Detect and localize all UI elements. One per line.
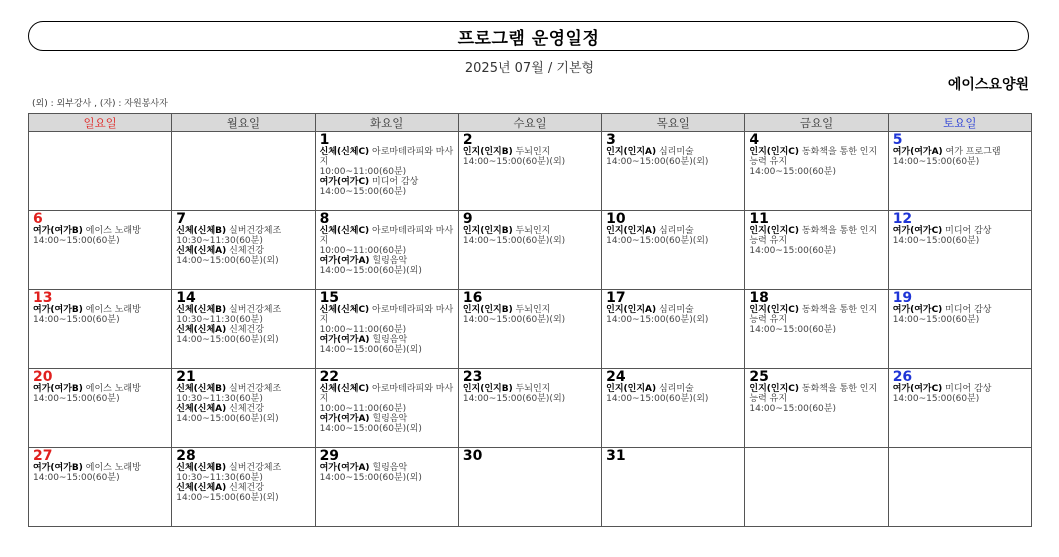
calendar-body (29, 132, 1032, 527)
program-time: 14:00~15:00(60분) (749, 325, 836, 335)
program-time: 14:00~15:00(60분)(외) (176, 256, 279, 266)
calendar-week-row (29, 290, 1032, 369)
day-number: 27 (33, 448, 53, 464)
calendar-day-cell (745, 369, 888, 448)
program-name: 실버건강체조 (229, 463, 282, 473)
program-name: 동화책을 통한 인지능력 유지 (749, 305, 878, 325)
program-name: 심리미술 (658, 147, 694, 157)
day-number: 9 (462, 211, 473, 227)
program-category: 신체(신체B) (176, 384, 227, 394)
program-category: 인지(인지C) (749, 384, 800, 394)
day-number: 12 (892, 211, 913, 227)
program-time: 14:00~15:00(60분) (33, 473, 120, 483)
calendar-day-cell (602, 448, 745, 527)
program-time: 10:30~11:30(60분) (176, 315, 263, 325)
program-name: 두뇌인지 (515, 384, 551, 394)
calendar-day-cell (172, 290, 315, 369)
calendar-day-cell (29, 132, 172, 211)
program-category: 여가(여가A) (319, 414, 370, 424)
program-event (749, 226, 884, 256)
program-category: 신체(신체A) (176, 325, 227, 335)
program-name: 에이스 노래방 (85, 305, 141, 315)
program-event (606, 384, 741, 404)
day-number: 21 (176, 369, 196, 385)
program-name: 미디어 감상 (945, 384, 992, 394)
calendar-day-cell (29, 290, 172, 369)
program-name: 미디어 감상 (945, 226, 992, 236)
program-event (33, 305, 168, 325)
day-number: 30 (462, 448, 483, 464)
program-category: 여가(여가A) (892, 147, 943, 157)
program-event (463, 226, 598, 246)
program-event (749, 147, 884, 177)
program-event (320, 335, 455, 355)
program-category: 여가(여가A) (319, 463, 370, 473)
program-name: 아로마테라피와 마사지 (319, 226, 454, 246)
program-name: 힐링음악 (372, 256, 408, 266)
calendar-day-cell (745, 132, 888, 211)
program-time: 14:00~15:00(60분)(외) (176, 335, 279, 345)
program-event (463, 384, 598, 404)
program-event (320, 463, 455, 483)
calendar-day-cell (458, 132, 601, 211)
program-category: 신체(신체B) (176, 463, 227, 473)
legend-note: (외) : 외부강사 , (자) : 자원봉사자 (32, 99, 168, 109)
program-time: 14:00~15:00(60분)(외) (606, 315, 709, 325)
day-number: 25 (749, 369, 769, 385)
program-time: 14:00~15:00(60분) (319, 187, 407, 197)
program-time: 14:00~15:00(60분)(외) (606, 157, 709, 167)
program-category: 신체(신체B) (176, 305, 227, 315)
weekday-header-sunday: 일요일 (29, 114, 172, 132)
program-category: 여가(여가B) (33, 226, 83, 236)
program-name: 실버건강체조 (229, 226, 282, 236)
weekday-header-friday: 금요일 (745, 114, 888, 132)
calendar-day-cell (888, 132, 1031, 211)
calendar-day-cell (458, 369, 601, 448)
program-name: 신체건강 (229, 246, 264, 256)
calendar-day-cell (602, 211, 745, 290)
program-name: 에이스 노래방 (85, 226, 141, 236)
calendar-day-cell (29, 211, 172, 290)
program-category: 인지(인지A) (606, 384, 657, 394)
program-category: 여가(여가A) (319, 335, 370, 345)
program-name: 아로마테라피와 마사지 (319, 305, 454, 325)
program-time: 10:00~11:00(60분) (319, 167, 407, 177)
day-number: 28 (176, 448, 196, 464)
program-event (176, 246, 311, 266)
day-number: 7 (176, 211, 187, 227)
program-category: 신체(신체C) (319, 384, 370, 394)
program-time: 14:00~15:00(60분) (892, 315, 980, 325)
program-category: 인지(인지A) (606, 226, 657, 236)
day-number: 10 (606, 211, 626, 227)
program-category: 인지(인지B) (462, 384, 513, 394)
program-time: 10:00~11:00(60분) (319, 325, 407, 335)
program-time: 14:00~15:00(60분) (892, 236, 980, 246)
program-name: 심리미술 (658, 226, 694, 236)
program-time: 14:00~15:00(60분) (749, 246, 836, 256)
program-category: 인지(인지B) (462, 305, 513, 315)
calendar-day-cell (29, 448, 172, 527)
program-event (176, 463, 311, 483)
program-time: 14:00~15:00(60분)(외) (176, 414, 279, 424)
program-name: 에이스 노래방 (85, 463, 141, 473)
program-name: 신체건강 (229, 325, 264, 335)
program-event (176, 305, 311, 325)
day-number: 16 (462, 290, 483, 306)
program-time: 14:00~15:00(60분)(외) (462, 315, 566, 325)
program-name: 신체건강 (229, 483, 264, 493)
day-number: 26 (892, 369, 913, 385)
day-number: 8 (319, 211, 330, 227)
program-name: 두뇌인지 (515, 147, 551, 157)
program-name: 힐링음악 (372, 335, 408, 345)
program-event (320, 177, 455, 197)
program-category: 인지(인지A) (606, 147, 657, 157)
program-name: 동화책을 통한 인지능력 유지 (749, 147, 878, 167)
day-number: 3 (606, 132, 616, 148)
program-event (463, 305, 598, 325)
program-event (893, 147, 1028, 167)
program-name: 심리미술 (658, 305, 694, 315)
program-time: 14:00~15:00(60분) (749, 404, 836, 414)
program-time: 14:00~15:00(60분) (892, 394, 980, 404)
program-time: 10:30~11:30(60분) (176, 394, 263, 404)
program-event (606, 226, 741, 246)
program-category: 신체(신체B) (176, 226, 227, 236)
weekday-header-row (29, 114, 1032, 132)
weekday-header-thursday: 목요일 (602, 114, 745, 132)
day-number: 18 (749, 290, 769, 306)
program-time: 14:00~15:00(60분) (33, 236, 120, 246)
program-category: 여가(여가A) (319, 256, 370, 266)
calendar-day-cell (315, 290, 458, 369)
calendar-day-cell (172, 211, 315, 290)
program-category: 인지(인지B) (462, 147, 513, 157)
program-event (893, 226, 1028, 246)
program-name: 미디어 감상 (945, 305, 992, 315)
program-event (606, 147, 741, 167)
program-event (320, 414, 455, 434)
weekday-header-saturday: 토요일 (888, 114, 1031, 132)
program-name: 힐링음악 (372, 414, 408, 424)
calendar-day-cell (888, 290, 1031, 369)
calendar-day-cell (888, 448, 1031, 527)
program-name: 에이스 노래방 (85, 384, 141, 394)
day-number: 11 (749, 211, 769, 227)
program-category: 신체(신체A) (176, 404, 227, 414)
calendar-day-cell (172, 369, 315, 448)
calendar-week-row (29, 211, 1032, 290)
program-category: 여가(여가C) (319, 177, 370, 187)
program-time: 14:00~15:00(60분) (33, 315, 120, 325)
weekday-header-tuesday: 화요일 (315, 114, 458, 132)
calendar-day-cell (745, 290, 888, 369)
program-name: 미디어 감상 (372, 177, 419, 187)
program-category: 신체(신체C) (319, 147, 370, 157)
program-time: 14:00~15:00(60분) (33, 394, 120, 404)
program-category: 인지(인지C) (749, 226, 800, 236)
program-category: 여가(여가C) (892, 305, 943, 315)
program-name: 두뇌인지 (515, 226, 551, 236)
calendar-week-row (29, 448, 1032, 527)
program-time: 14:00~15:00(60분)(외) (319, 424, 422, 434)
program-time: 10:30~11:30(60분) (176, 473, 263, 483)
program-name: 동화책을 통한 인지능력 유지 (749, 384, 878, 404)
program-event (176, 404, 311, 424)
calendar-day-cell (315, 211, 458, 290)
program-time: 10:00~11:00(60분) (319, 404, 407, 414)
program-event (320, 226, 455, 256)
program-time: 10:30~11:30(60분) (176, 236, 263, 246)
weekday-header-wednesday: 수요일 (458, 114, 601, 132)
day-number: 4 (749, 132, 760, 148)
program-time: 14:00~15:00(60분) (892, 157, 980, 167)
day-number: 2 (462, 132, 473, 148)
program-time: 14:00~15:00(60분)(외) (462, 236, 566, 246)
calendar-day-cell (602, 290, 745, 369)
calendar-day-cell (602, 369, 745, 448)
calendar-day-cell (745, 211, 888, 290)
calendar-day-cell (29, 369, 172, 448)
weekday-header-monday: 월요일 (172, 114, 315, 132)
calendar-day-cell (888, 369, 1031, 448)
program-event (176, 226, 311, 246)
program-name: 아로마테라피와 마사지 (319, 384, 454, 404)
program-name: 힐링음악 (372, 463, 408, 473)
program-time: 14:00~15:00(60분) (749, 167, 836, 177)
program-category: 여가(여가B) (33, 305, 83, 315)
program-time: 14:00~15:00(60분)(외) (606, 394, 709, 404)
program-category: 여가(여가B) (33, 384, 83, 394)
day-number: 29 (319, 448, 340, 464)
calendar-day-cell (745, 448, 888, 527)
calendar-day-cell (458, 211, 601, 290)
calendar-day-cell (602, 132, 745, 211)
program-event (33, 226, 168, 246)
day-number: 5 (892, 132, 903, 148)
program-event (320, 147, 455, 177)
program-name: 신체건강 (229, 404, 264, 414)
program-name: 동화책을 통한 인지능력 유지 (749, 226, 878, 246)
day-number: 13 (33, 290, 53, 306)
program-event (33, 463, 168, 483)
program-event (33, 384, 168, 404)
calendar-week-row (29, 369, 1032, 448)
calendar-day-cell (458, 448, 601, 527)
program-name: 심리미술 (658, 384, 694, 394)
day-number: 20 (33, 369, 53, 385)
day-number: 24 (606, 369, 626, 385)
program-category: 신체(신체A) (176, 483, 227, 493)
program-category: 여가(여가B) (33, 463, 83, 473)
program-time: 14:00~15:00(60분)(외) (319, 345, 422, 355)
day-number: 15 (319, 290, 340, 306)
program-name: 여가 프로그램 (945, 147, 1001, 157)
program-event (320, 305, 455, 335)
day-number: 1 (319, 132, 330, 148)
calendar-day-cell (458, 290, 601, 369)
program-category: 여가(여가C) (892, 226, 943, 236)
program-category: 인지(인지B) (462, 226, 513, 236)
day-number: 19 (892, 290, 913, 306)
calendar-week-row (29, 132, 1032, 211)
page-title: 프로그램 운영일정 (457, 28, 600, 49)
title-box (28, 21, 1029, 51)
day-number: 6 (33, 211, 43, 227)
calendar-day-cell (315, 448, 458, 527)
program-name: 두뇌인지 (515, 305, 551, 315)
program-event (176, 325, 311, 345)
day-number: 17 (606, 290, 626, 306)
program-event (893, 384, 1028, 404)
calendar-day-cell (888, 211, 1031, 290)
facility-name: 에이스요양원 (947, 77, 1029, 93)
program-event (320, 256, 455, 276)
calendar-day-cell (172, 132, 315, 211)
program-event (893, 305, 1028, 325)
day-number: 31 (606, 448, 626, 464)
program-time: 14:00~15:00(60분)(외) (606, 236, 709, 246)
program-category: 인지(인지C) (749, 305, 800, 315)
program-category: 인지(인지C) (749, 147, 800, 157)
program-time: 14:00~15:00(60분)(외) (462, 394, 566, 404)
day-number: 14 (176, 290, 196, 306)
schedule-subtitle: 2025년 07월 / 기본형 (464, 61, 595, 76)
program-event (749, 305, 884, 335)
program-time: 14:00~15:00(60분)(외) (319, 266, 422, 276)
program-event (176, 483, 311, 503)
program-time: 14:00~15:00(60분)(외) (462, 157, 566, 167)
calendar-day-cell (315, 369, 458, 448)
program-category: 신체(신체A) (176, 246, 227, 256)
program-event (176, 384, 311, 404)
program-name: 실버건강체조 (229, 384, 282, 394)
calendar-day-cell (172, 448, 315, 527)
program-time: 14:00~15:00(60분)(외) (176, 493, 279, 503)
calendar-table (28, 113, 1032, 527)
program-category: 신체(신체C) (319, 305, 370, 315)
program-event (606, 305, 741, 325)
program-category: 인지(인지A) (606, 305, 657, 315)
program-time: 10:00~11:00(60분) (319, 246, 407, 256)
program-category: 여가(여가C) (892, 384, 943, 394)
program-event (320, 384, 455, 414)
program-name: 아로마테라피와 마사지 (319, 147, 454, 167)
day-number: 23 (462, 369, 483, 385)
program-event (463, 147, 598, 167)
program-event (749, 384, 884, 414)
calendar-day-cell (315, 132, 458, 211)
program-name: 실버건강체조 (229, 305, 282, 315)
day-number: 22 (319, 369, 340, 385)
program-time: 14:00~15:00(60분)(외) (319, 473, 422, 483)
program-category: 신체(신체C) (319, 226, 370, 236)
